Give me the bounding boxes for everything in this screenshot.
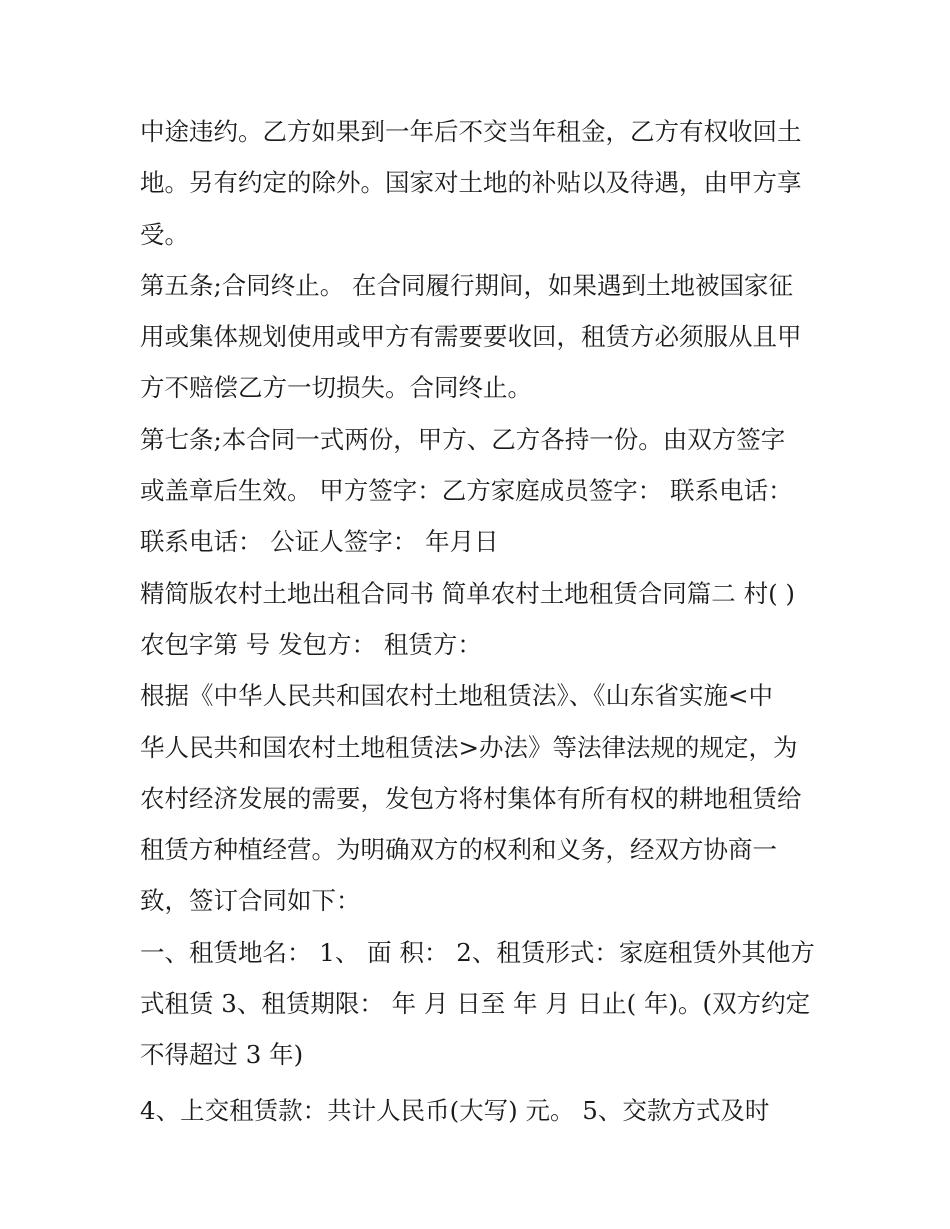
parties-line: 农包字第 号 发包方： 租赁方： [140,629,482,659]
text-line: 不得超过 3 年) [140,1040,304,1070]
text-line: 根据《中华人民共和国农村土地租赁法》、《山东省实施<中 [140,681,774,711]
text-line: 受。 [140,219,189,249]
text-line: 中途违约。乙方如果到一年后不交当年租金，乙方有权收回土 [140,117,802,146]
text-line: 致，签订合同如下： [140,886,361,916]
signature-line: 联系电话： 公证人签字： 年月日 [140,527,499,557]
text-line: 租赁方种植经营。为明确双方的权利和义务，经双方协商一 [140,835,777,865]
clause-4-line: 4、上交租赁款：共计人民币(大写) 元。 5、交款方式及时 [140,1095,770,1125]
clause-5-line: 第五条;合同终止。 在合同履行期间，如果遇到土地被国家征 [140,270,794,300]
text-line: 式租赁 3、租赁期限： 年 月 日至 年 月 日止( 年)。(双方约定 [140,989,811,1019]
clause-1-line: 一、租赁地名： 1、 面 积： 2、租赁形式：家庭租赁外其他方 [140,937,815,967]
text-line: 用或集体规划使用或甲方有需要要收回，租赁方必须服从且甲 [140,322,802,352]
text-line: 或盖章后生效。 甲方签字：乙方家庭成员签字： 联系电话： [140,476,793,506]
document-body [140,106,820,1136]
clause-7-line: 第七条;本合同一式两份，甲方、乙方各持一份。由双方签字 [140,424,786,454]
section-title-line: 精简版农村土地出租合同书 简单农村土地租赁合同篇二 村( ) [140,578,795,608]
text-line: 农村经济发展的需要，发包方将村集体有所有权的耕地租赁给 [140,783,802,813]
text-line: 华人民共和国农村土地租赁法>办法》等法律法规的规定，为 [140,732,798,762]
text-line: 方不赔偿乙方一切损失。合同终止。 [140,373,532,403]
text-line: 地。另有约定的除外。国家对土地的补贴以及待遇，由甲方享 [140,168,802,198]
